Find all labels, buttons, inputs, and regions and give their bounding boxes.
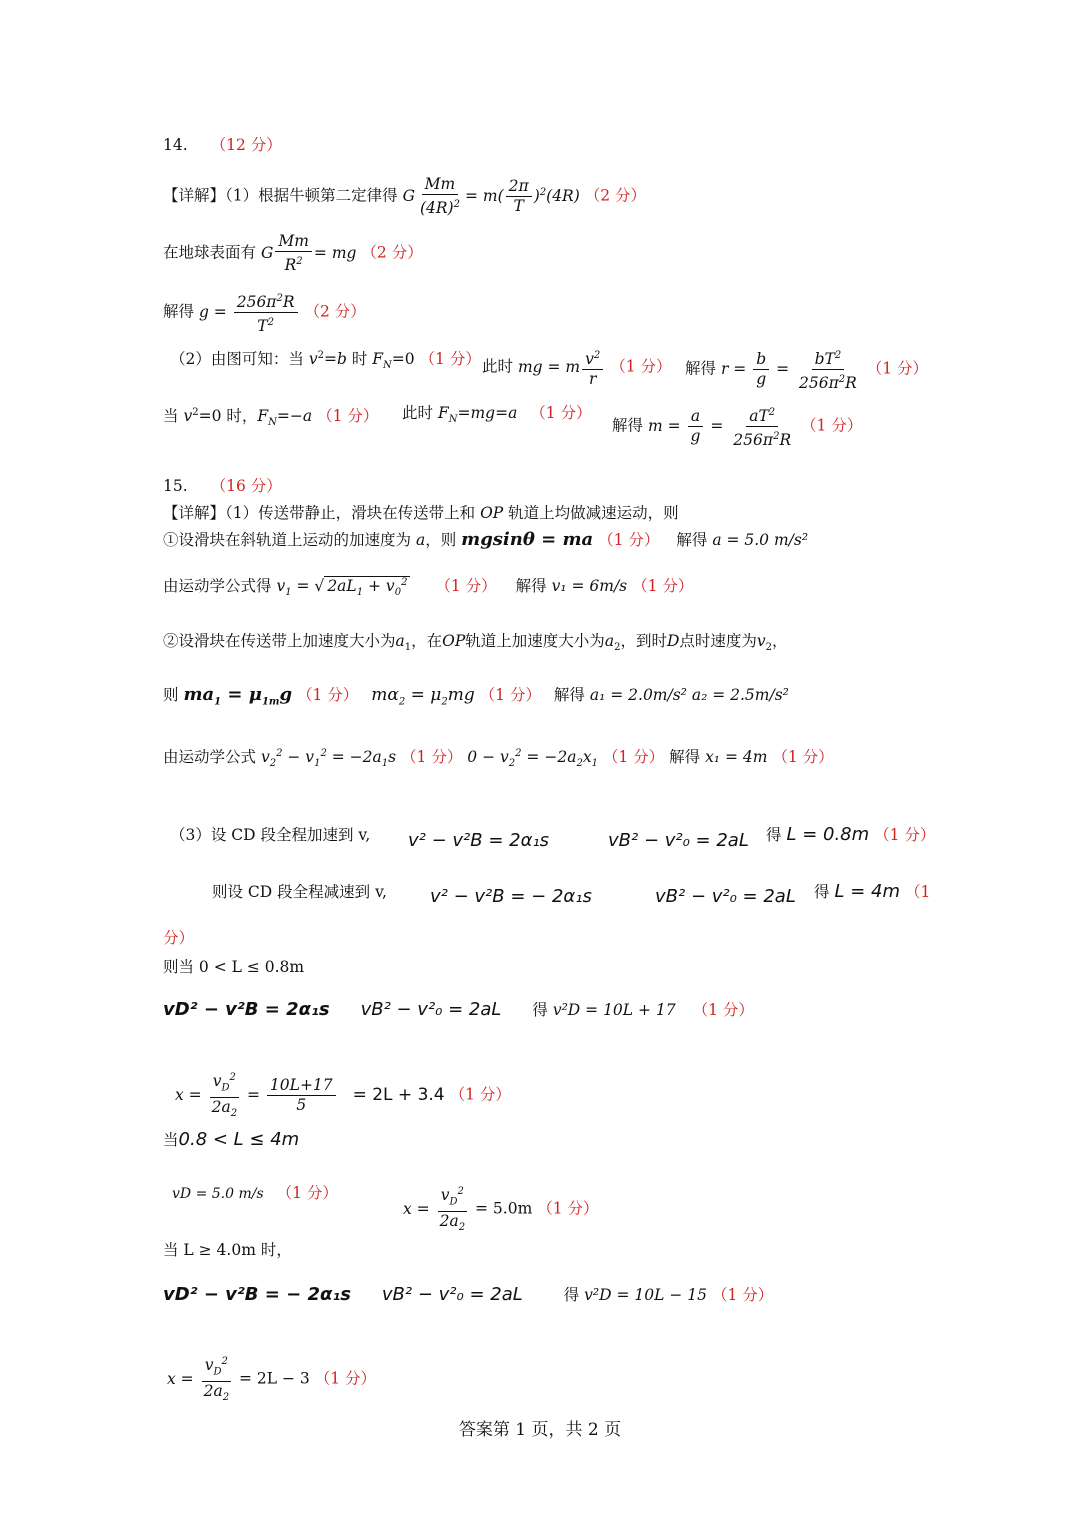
- q14-step3: 解得 g = $\frac{256\pi^2R}{T^2}$ （2 分）: [163, 289, 366, 336]
- q15-part3b-points-wrap: 分）: [163, 929, 195, 947]
- q14-score: （12 分）: [210, 136, 282, 154]
- page-footer: 答案第 1 页，共 2 页: [458, 1420, 622, 1440]
- q15-case2-head: 当0.8 < L ≤ 4m: [163, 1129, 300, 1150]
- q15-case1-head: 则当 0 < L ≤ 0.8m: [163, 958, 305, 976]
- q14-part2-line2: 此时 mg = m $\frac{v^2}{r}$ （1 分）: [482, 346, 672, 389]
- q15-part3b-intro: 则设 CD 段全程减速到 v,: [212, 883, 387, 901]
- formula-gravitation: G $\frac{Mm}{(4R)^2}$ = m( $\frac{2\pi}{T}$ )$^2$(4R): [402, 175, 580, 218]
- q15-step4: 则 $ma_1 = \mu_{1m}g$ （1 分） $m\alpha_2 = \mu_2mg$ （1 分） 解得 a₁ = 2.0m/s² a₂ = 2.5m/s²: [163, 684, 789, 708]
- formula-kin1: $v_2^2 - v_1^2 = -2a_1s$: [260, 748, 397, 770]
- q15-case2-x: x = $\frac{v_D^2}{2a_2}$ = 5.0m （1 分）: [403, 1182, 599, 1237]
- q14-part2-line1: （2）由图可知：当 $v^2=b$ 时 $F_N=0$ （1 分）: [170, 350, 481, 372]
- q14-part2-line6: 解得 m = $\frac{a}{g}$ = $\frac{aT^2}{256\pi^2R}$ （1 分）: [612, 403, 862, 450]
- q15-step3: ②设滑块在传送带上加速度大小为$a_1$，在OP轨道上加速度大小为$a_2$，到时D点时速度为$v_2$，: [163, 632, 788, 654]
- q14-number: 14.: [163, 136, 188, 154]
- q15-score: （16 分）: [210, 477, 282, 495]
- q15-case1-x: x = $\frac{v_D^2}{2a_2}$ = $\frac{10L+17}{5}$ = 2L + 3.4 （1 分）: [175, 1068, 511, 1123]
- formula-g-result: g = $\frac{256\pi^2R}{T^2}$: [199, 303, 300, 321]
- formula-friction1: $ma_1 = \mu_{1m}g$: [183, 684, 293, 708]
- q15-case1-eqs: vD² − v²B = 2α₁s vB² − v²₀ = 2aL 得 v²D = 10L + 17 （1 分）: [163, 999, 754, 1020]
- formula-p3-eq1: v² − v²B = 2α₁s: [408, 830, 550, 851]
- q14-step2: 在地球表面有 G $\frac{Mm}{R^2}$ = mg （2 分）: [163, 232, 423, 275]
- formula-p3b-eq1: v² − v²B = − 2α₁s: [430, 886, 592, 907]
- q15-case3-x: x = $\frac{v_D^2}{2a_2}$ = 2L − 3 （1 分）: [167, 1352, 376, 1407]
- q15-case3-eqs: vD² − v²B = − 2α₁s vB² − v²₀ = 2aL 得 v²D = 10L − 15 （1 分）: [163, 1284, 774, 1305]
- q14-part2-line3: 解得 r = $\frac{b}{g}$ = $\frac{bT^2}{256\pi^2R}$ （1 分）: [685, 346, 928, 393]
- q14-step1: 【详解】（1）根据牛顿第二定律得 G $\frac{Mm}{(4R)^2}$ = m( $\frac{2\pi}{T}$ )$^2$(4R) （2 分）: [163, 175, 647, 218]
- formula-incline: mgsinθ = ma: [461, 529, 594, 550]
- q15-part3-intro: （3）设 CD 段全程加速到 v,: [170, 826, 371, 844]
- q14-header: [163, 135, 282, 155]
- formula-p3-eq2: vB² − v²₀ = 2aL: [608, 830, 749, 851]
- q15-step2: 由运动学公式得 $v_1$ = √ $2aL_1 + v_0^2$ （1 分） 解得 v₁ = 6m/s （1 分）: [163, 577, 694, 599]
- formula-surface: G $\frac{Mm}{R^2}$ = mg: [260, 232, 357, 275]
- q15-intro: 【详解】（1）传送带静止，滑块在传送带上和 OP 轨道上均做减速运动，则: [163, 504, 679, 522]
- q15-step1: ①设滑块在斜轨道上运动的加速度为 a，则 mgsinθ = ma （1 分） 解得 a = 5.0 m/s²: [163, 529, 809, 550]
- q14-part2-line5: 此时 $F_N=mg=a$ （1 分）: [402, 404, 592, 426]
- formula-friction2: $m\alpha_2 = \mu_2mg$: [371, 685, 475, 708]
- q15-number: 15.: [163, 477, 188, 495]
- q15-step5: 由运动学公式 $v_2^2 - v_1^2 = -2a_1s$ （1 分） $0 - v_2^2 = -2a_2x_1$ （1 分） 解得 x₁ = 4m （1 分）: [163, 748, 834, 770]
- formula-v1: $v_1$ = √ $2aL_1 + v_0^2$: [276, 577, 410, 595]
- formula-kin2: $0 - v_2^2 = -2a_2x_1$: [467, 748, 598, 770]
- q14-part2-line4: 当 $v^2=0$ 时，$F_N=-a$ （1 分）: [163, 407, 379, 429]
- q15-case2-vd: vD = 5.0 m/s （1 分）: [172, 1184, 338, 1202]
- formula-p3b-eq2: vB² − v²₀ = 2aL: [655, 886, 796, 907]
- q15-case3-head: 当 L ≥ 4.0m 时，: [163, 1241, 292, 1259]
- q15-part3b-result: 得 L = 4m （1: [814, 881, 931, 902]
- q15-part3-result: 得 L = 0.8m （1 分）: [766, 824, 936, 845]
- q15-header: [163, 476, 282, 496]
